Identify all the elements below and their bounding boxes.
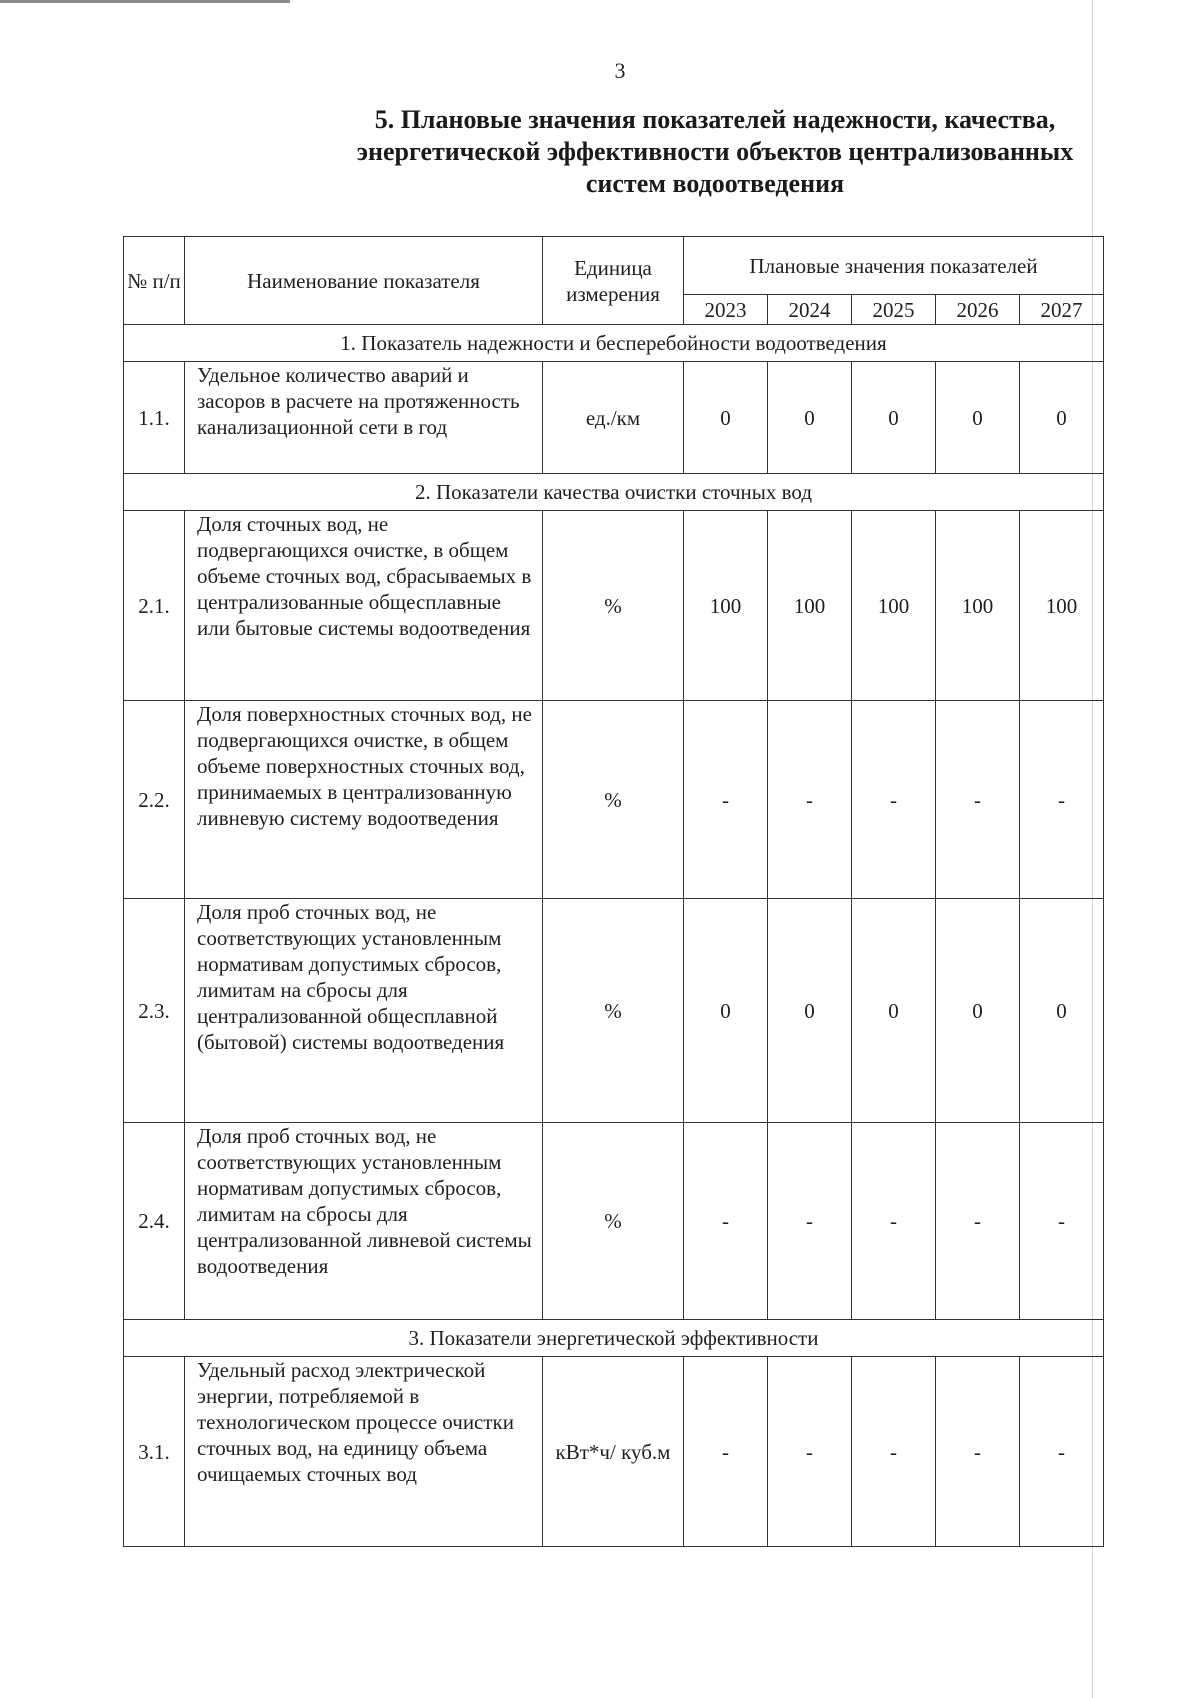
value-cell: - bbox=[1020, 1357, 1104, 1547]
table-row bbox=[124, 899, 1104, 1123]
value-cell: 0 bbox=[852, 899, 936, 1123]
indicator-name: Удельное количество аварий и засоров в расчете на протяженность канализационной сети в год bbox=[185, 362, 543, 474]
section-title: 1. Показатель надежности и бесперебойности водоотведения bbox=[124, 325, 1104, 362]
value-cell: 0 bbox=[936, 899, 1020, 1123]
header-unit: Единица измерения bbox=[543, 237, 684, 325]
value-cell: - bbox=[684, 1357, 768, 1547]
unit-cell: % bbox=[543, 899, 684, 1123]
row-number: 3.1. bbox=[124, 1357, 185, 1547]
value-cell: 100 bbox=[1020, 511, 1104, 701]
unit-cell: ед./км bbox=[543, 362, 684, 474]
row-number: 1.1. bbox=[124, 362, 185, 474]
heading-line-2: энергетической эффективности объектов централизованных bbox=[356, 137, 1074, 166]
page-number: 3 bbox=[614, 58, 626, 83]
indicator-name: Доля поверхностных сточных вод, не подвергающихся очистке, в общем объеме поверхностных сточных вод, принимаемых в централизованную ливневую систему водоотведения bbox=[185, 701, 543, 899]
row-number: 2.3. bbox=[124, 899, 185, 1123]
row-number: 2.4. bbox=[124, 1123, 185, 1320]
value-cell: - bbox=[852, 1123, 936, 1320]
table-row bbox=[124, 1123, 1104, 1320]
value-cell: - bbox=[936, 1123, 1020, 1320]
value-cell: 100 bbox=[684, 511, 768, 701]
header-planned: Плановые значения показателей bbox=[684, 237, 1104, 295]
table-row bbox=[124, 701, 1104, 899]
unit-cell: % bbox=[543, 701, 684, 899]
table-row bbox=[124, 362, 1104, 474]
value-cell: - bbox=[936, 1357, 1020, 1547]
header-year: 2024 bbox=[768, 295, 852, 325]
value-cell: - bbox=[768, 1123, 852, 1320]
heading-line-3: систем водоотведения bbox=[585, 169, 845, 198]
header-year: 2023 bbox=[684, 295, 768, 325]
value-cell: 0 bbox=[684, 362, 768, 474]
table-row bbox=[124, 511, 1104, 701]
indicators-table bbox=[123, 236, 1104, 1547]
value-cell: 0 bbox=[936, 362, 1020, 474]
unit-cell: кВт*ч/ куб.м bbox=[543, 1357, 684, 1547]
header-name: Наименование показателя bbox=[185, 237, 543, 325]
value-cell: 100 bbox=[768, 511, 852, 701]
header-num: № п/п bbox=[124, 237, 185, 325]
value-cell: 100 bbox=[852, 511, 936, 701]
row-number: 2.1. bbox=[124, 511, 185, 701]
value-cell: - bbox=[1020, 1123, 1104, 1320]
value-cell: 0 bbox=[1020, 899, 1104, 1123]
unit-cell: % bbox=[543, 511, 684, 701]
row-number: 2.2. bbox=[124, 701, 185, 899]
indicator-name: Доля проб сточных вод, не соответствующих установленным нормативам допустимых сбросов, лимитам на сбросы для централизованной ливневой системы водоотведения bbox=[185, 1123, 543, 1320]
value-cell: 0 bbox=[684, 899, 768, 1123]
indicator-name: Удельный расход электрической энергии, потребляемой в технологическом процессе очистки сточных вод, на единицу объема очищаемых сточных вод bbox=[185, 1357, 543, 1547]
value-cell: - bbox=[1020, 701, 1104, 899]
value-cell: - bbox=[684, 1123, 768, 1320]
heading-line-1: 5. Плановые значения показателей надежности, качества, bbox=[374, 105, 1056, 134]
value-cell: - bbox=[852, 701, 936, 899]
indicator-name: Доля проб сточных вод, не соответствующих установленным нормативам допустимых сбросов, лимитам на сбросы для централизованной общесплавной (бытовой) системы водоотведения bbox=[185, 899, 543, 1123]
indicator-name: Доля сточных вод, не подвергающихся очистке, в общем объеме сточных вод, сбрасываемых в централизованные общесплавные или бытовые системы водоотведения bbox=[185, 511, 543, 701]
header-year: 2027 bbox=[1020, 295, 1104, 325]
header-year: 2025 bbox=[852, 295, 936, 325]
value-cell: - bbox=[936, 701, 1020, 899]
value-cell: 0 bbox=[1020, 362, 1104, 474]
section-heading bbox=[140, 104, 1200, 200]
value-cell: - bbox=[768, 701, 852, 899]
scan-edge-mark bbox=[0, 0, 290, 3]
value-cell: - bbox=[684, 701, 768, 899]
section-title: 2. Показатели качества очистки сточных вод bbox=[124, 474, 1104, 511]
value-cell: 0 bbox=[768, 362, 852, 474]
value-cell: 0 bbox=[852, 362, 936, 474]
table-row bbox=[124, 1357, 1104, 1547]
unit-cell: % bbox=[543, 1123, 684, 1320]
value-cell: - bbox=[768, 1357, 852, 1547]
header-year: 2026 bbox=[936, 295, 1020, 325]
value-cell: 0 bbox=[768, 899, 852, 1123]
section-title: 3. Показатели энергетической эффективности bbox=[124, 1320, 1104, 1357]
value-cell: 100 bbox=[936, 511, 1020, 701]
value-cell: - bbox=[852, 1357, 936, 1547]
